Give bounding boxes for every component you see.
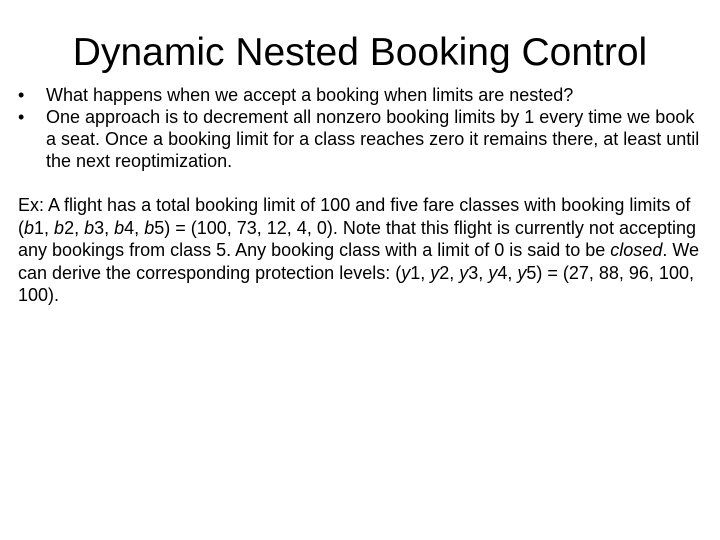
subscript-b3: 3 <box>94 217 105 238</box>
subscript-b1: 1 <box>34 217 45 238</box>
separator: , <box>74 217 85 238</box>
bullet-marker: • <box>18 85 25 105</box>
example-intro: Ex: A flight has a total booking limit of 100 and five fare classes with booking limits of ( <box>18 195 691 238</box>
bullet-marker: • <box>18 107 25 127</box>
separator: , <box>507 262 518 283</box>
separator: , <box>104 217 115 238</box>
var-y: y <box>517 262 527 283</box>
after-closed: . We can derive the corresponding protection levels: ( <box>18 240 700 283</box>
var-b: b <box>114 217 125 238</box>
subscript-b4: 4 <box>124 217 135 238</box>
bullet-item <box>18 84 708 106</box>
subscript-y3: 3 <box>468 262 479 283</box>
var-b: b <box>24 217 35 238</box>
bullet-item <box>18 106 708 172</box>
separator: , <box>478 262 489 283</box>
var-b: b <box>54 217 65 238</box>
subscript-b2: 2 <box>64 217 75 238</box>
bullet-text: What happens when we accept a booking when limits are nested? <box>46 85 574 105</box>
subscript-y4: 4 <box>497 262 508 283</box>
var-b: b <box>144 217 155 238</box>
var-b: b <box>84 217 95 238</box>
separator: , <box>44 217 55 238</box>
protection-values: ) = (27, 88, 96, 100, 100). <box>18 262 694 305</box>
slide-title: Dynamic Nested Booking Control <box>72 31 648 74</box>
bullet-text: One approach is to decrement all nonzero booking limits by 1 every time we book a seat. Once a booking limit for a class reaches zero it remains there, at least until the next reoptimization. <box>46 107 700 171</box>
var-y: y <box>430 262 440 283</box>
var-y: y <box>488 262 498 283</box>
subscript-y2: 2 <box>439 262 450 283</box>
closed-term: closed <box>610 240 663 260</box>
var-y: y <box>459 262 469 283</box>
separator: , <box>420 262 431 283</box>
separator: , <box>134 217 145 238</box>
subscript-y5: 5 <box>526 262 537 283</box>
subscript-b5: 5 <box>154 217 165 238</box>
separator: , <box>449 262 460 283</box>
var-y: y <box>401 262 411 283</box>
limits-values: ) = (100, 73, 12, 4, 0). Note that this flight is currently not accepting any bookings from class 5. Any booking class with a limit of 0 is said to be <box>18 217 697 260</box>
subscript-y1: 1 <box>410 262 421 283</box>
bullet-list <box>18 84 708 172</box>
example-paragraph <box>18 194 708 307</box>
